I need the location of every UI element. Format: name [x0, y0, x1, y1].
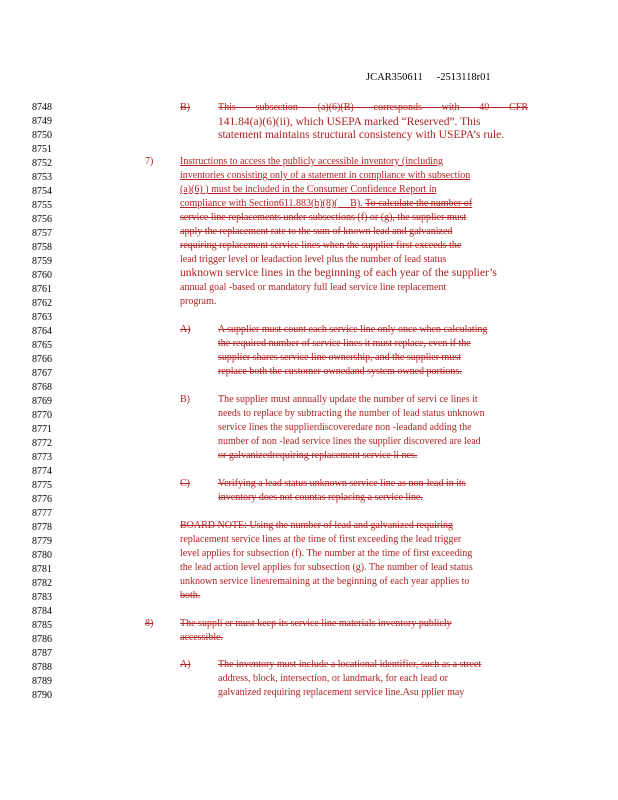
- line-number: 8778: [32, 522, 52, 533]
- line-number: 8750: [32, 130, 52, 141]
- text-line: The suppli er must keep its service line materials inventory publicly: [180, 618, 452, 629]
- line-number: 8776: [32, 494, 52, 505]
- board-note: BOARD NOTE: Using the number of lead and galvanized requiring: [180, 520, 453, 531]
- text-line: requiring replacement service lines when the supplier first exceeds the: [180, 240, 462, 251]
- line-number: 8756: [32, 214, 52, 225]
- line-number: 8754: [32, 186, 52, 197]
- text-line: service lines the supplierdiscoveredare non -leadand adding the: [218, 422, 472, 433]
- text-line: compliance with Section611.883(h)(8)( B). To calculate the number of: [180, 198, 473, 209]
- text-line: Instructions to access the publicly accessible inventory (including: [180, 156, 443, 167]
- line-number: 8769: [32, 396, 52, 407]
- document-version: -2513118r01: [436, 72, 491, 83]
- text-line: galvanized requiring replacement service line.Asu pplier may: [218, 687, 465, 698]
- text-line: Verifying a lead status unknown service line as non-lead in its: [218, 478, 466, 489]
- text-line: The inventory must include a locational identifier, such as a street: [218, 659, 482, 670]
- line-number: 8781: [32, 564, 52, 575]
- text-line: annual goal -based or mandatory full lead service line replacement: [180, 282, 447, 293]
- line-number: 8761: [32, 284, 52, 295]
- item-label-7: 7): [145, 156, 154, 167]
- line-number: 8763: [32, 312, 52, 323]
- line-number: 8751: [32, 144, 52, 155]
- text-line: inventory does not countas replacing a service line.: [218, 492, 423, 503]
- text-line: address, block, intersection, or landmark, for each lead or: [218, 673, 448, 684]
- item-label-a: A): [180, 324, 191, 335]
- line-number: 8780: [32, 550, 52, 561]
- item-label-8: 8): [145, 618, 154, 629]
- line-number: 8788: [32, 662, 52, 673]
- line-number: 8757: [32, 228, 52, 239]
- text-line: or galvanizedrequiring replacement service li nes.: [218, 450, 418, 461]
- line-number: 8765: [32, 340, 52, 351]
- text-line: This subsection (a)(6)(B) corresponds with 40 CFR: [218, 102, 528, 113]
- text-line: (a)(6) ) must be included in the Consumer Confidence Report in: [180, 184, 437, 195]
- line-number: 8789: [32, 676, 52, 687]
- text-line: lead trigger level or leadaction level plus the number of lead status: [180, 254, 447, 265]
- text-line: both.: [180, 590, 201, 601]
- text-line: unknown service lines in the beginning of each year of the supplier’s: [180, 267, 497, 279]
- line-number: 8786: [32, 634, 52, 645]
- line-number: 8755: [32, 200, 52, 211]
- line-number: 8748: [32, 102, 52, 113]
- text-line: replacement service lines at the time of first exceeding the lead trigger: [180, 534, 462, 545]
- item-label-c: C): [180, 478, 190, 489]
- line-number: 8764: [32, 326, 52, 337]
- text-line: statement maintains structural consistency with USEPA’s rule.: [218, 129, 505, 141]
- line-number: 8779: [32, 536, 52, 547]
- line-number: 8787: [32, 648, 52, 659]
- line-number: 8752: [32, 158, 52, 169]
- line-number: 8782: [32, 578, 52, 589]
- line-number: 8762: [32, 298, 52, 309]
- text-line: accessible.: [180, 632, 224, 643]
- text-line: inventories consisting only of a statement in compliance with subsection: [180, 170, 471, 181]
- line-number: 8775: [32, 480, 52, 491]
- text-line: supplier shares service line ownership, and the supplier must: [218, 352, 461, 363]
- line-number: 8772: [32, 438, 52, 449]
- text-line: A supplier must count each service line only once when calculating: [218, 324, 488, 335]
- item-label-b: B): [180, 102, 190, 113]
- line-number: 8783: [32, 592, 52, 603]
- document-header: [366, 72, 491, 83]
- line-number: 8770: [32, 410, 52, 421]
- line-number: 8766: [32, 354, 52, 365]
- text-line: The supplier must annually update the number of servi ce lines it: [218, 394, 478, 405]
- line-number: 8773: [32, 452, 52, 463]
- line-number: 8777: [32, 508, 52, 519]
- text-line: replace both the customer ownedand system owned portions.: [218, 366, 462, 377]
- item-label-a: A): [180, 659, 191, 670]
- line-number: 8768: [32, 382, 52, 393]
- line-number: 8749: [32, 116, 52, 127]
- text-line: needs to replace by subtracting the number of lead status unknown: [218, 408, 485, 419]
- item-label-b: B): [180, 394, 190, 405]
- document-id: JCAR350611: [366, 72, 423, 83]
- line-number: 8759: [32, 256, 52, 267]
- text-line: unknown service linesremaining at the beginning of each year applies to: [180, 576, 470, 587]
- line-number: 8760: [32, 270, 52, 281]
- text-line: 141.84(a)(6)(ii), which USEPA marked “Reserved”. This: [218, 116, 481, 128]
- text-line: the required number of service lines it must replace, even if the: [218, 338, 471, 349]
- text-line: apply the replacement rate to the sum of known lead and galvanized: [180, 226, 453, 237]
- text-line: number of non -lead service lines the supplier discovered are lead: [218, 436, 481, 447]
- text-line: service line replacements under subsections (f) or (g), the supplier must: [180, 212, 467, 223]
- line-number: 8767: [32, 368, 52, 379]
- text-line: program.: [180, 296, 217, 307]
- text-line: the lead action level applies for subsection (g). The number of lead status: [180, 562, 473, 573]
- line-number: 8758: [32, 242, 52, 253]
- line-number: 8784: [32, 606, 52, 617]
- line-number: 8785: [32, 620, 52, 631]
- line-number: 8771: [32, 424, 52, 435]
- line-number: 8774: [32, 466, 52, 477]
- text-line: level applies for subsection (f). The number at the time of first exceeding: [180, 548, 473, 559]
- line-number: 8753: [32, 172, 52, 183]
- line-number: 8790: [32, 690, 52, 701]
